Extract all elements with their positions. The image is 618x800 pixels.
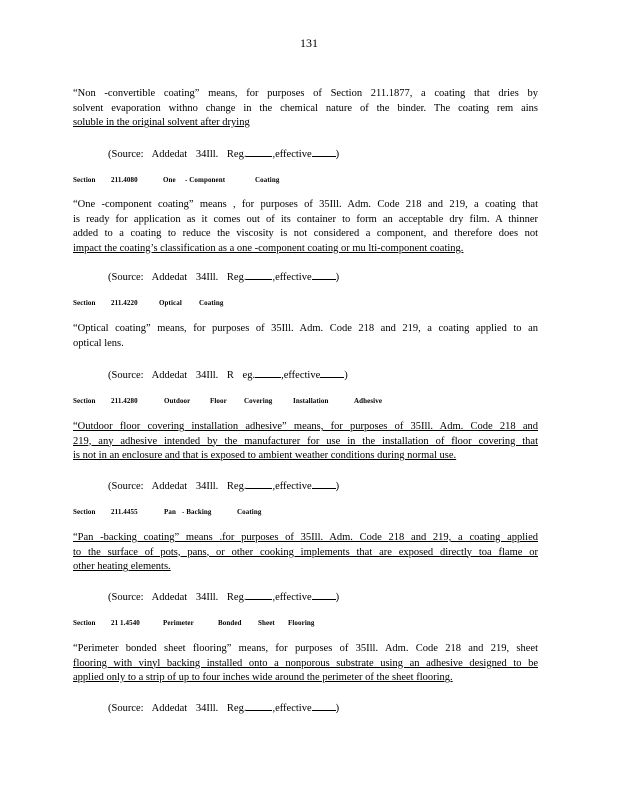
text-line: is not in an enclosure and that is exposed to ambient weather conditions during normal use. [73,450,457,461]
text-line: “Outdoor floor covering installation adhesive” means, for purposes of 35Ill. Adm. Code 218 and [73,421,538,432]
definition-one-component-coating [73,198,538,256]
source-note: (Source: Addedat 34Ill. Reg. ,effective ) [108,481,340,492]
source-note: (Source: Addedat 34Ill. Reg. ,effective ) [108,703,340,714]
definition-text [73,322,538,351]
definition-text [73,198,538,256]
section-heading: Section 211.4455 Pan - Backing Coating [73,508,262,516]
definition-perimeter-bonded-sheet-flooring [73,642,538,686]
text-line: is ready for application as it comes out of its container to form an acceptable dry film. A thinner [73,213,538,225]
text-line: “Optical coating” means, for purposes of 35Ill. Adm. Code 218 and 219, a coating applied to an [73,323,538,334]
section-heading: Section 211.4280 Outdoor Floor Covering Installation Adhesive [73,397,383,405]
section-heading: Section 21 1.4540 Perimeter Bonded Sheet Flooring [73,619,315,627]
definition-text [73,87,538,131]
section-heading: Section 211.4220 Optical Coating [73,299,224,307]
section-heading: Section 211.4080 One - Component Coating [73,176,280,184]
text-line: other heating elements. [73,561,171,572]
source-note: (Source: Addedat 34Ill. Reg. ,effective ) [108,592,340,603]
text-line: impact the coating’s classification as a one -component coating or mu lti-component coating. [73,242,464,254]
text-line: solvent evaporation withno change in the chemical nature of the binder. The coating rem ains [73,102,538,114]
text-line: applied only to a strip of up to four inches wide around the perimeter of the sheet flooring. [73,672,453,683]
definition-non-convertible-coating [73,87,538,131]
source-note: (Source: Addedat 34Ill. Reg. ,effective ) [108,272,340,283]
definition-outdoor-floor-covering-installation-adhesive [73,420,538,464]
definition-optical-coating [73,322,538,351]
page-number: 131 [300,36,318,50]
text-line: “Pan -backing coating” means .for purposes of 35Ill. Adm. Code 218 and 219, a coating applied [73,532,538,543]
source-note: (Source: Addedat 34Ill. R eg. ,effective ) [108,370,348,381]
definition-text [73,420,538,464]
text-line: 219, any adhesive intended by the manufacturer for use in the installation of floor covering that [73,435,538,447]
text-line: “Non -convertible coating” means, for purposes of Section 211.1877, a coating that dries by [73,88,538,99]
text-line: flooring with vinyl backing installed onto a nonporous substrate using an adhesive designed to be [73,657,538,669]
definition-text [73,642,538,686]
source-note: (Source: Addedat 34Ill. Reg. ,effective ) [108,149,340,160]
text-line: soluble in the original solvent after drying [73,117,250,128]
text-line: “One -component coating” means , for purposes of 35Ill. Adm. Code 218 and 219, a coating that [73,199,538,210]
text-line: added to a coating to reduce the viscosity is not considered a component, and therefore does not [73,228,538,239]
text-line: to the surface of pots, pans, or other cooking implements that are exposed directly toa flame or [73,546,538,558]
text-line: “Perimeter bonded sheet flooring” means, for purposes of 35Ill. Adm. Code 218 and 219, sheet [73,643,538,654]
definition-pan-backing-coating [73,531,538,575]
text-line: optical lens. [73,337,124,349]
definition-text [73,531,538,575]
